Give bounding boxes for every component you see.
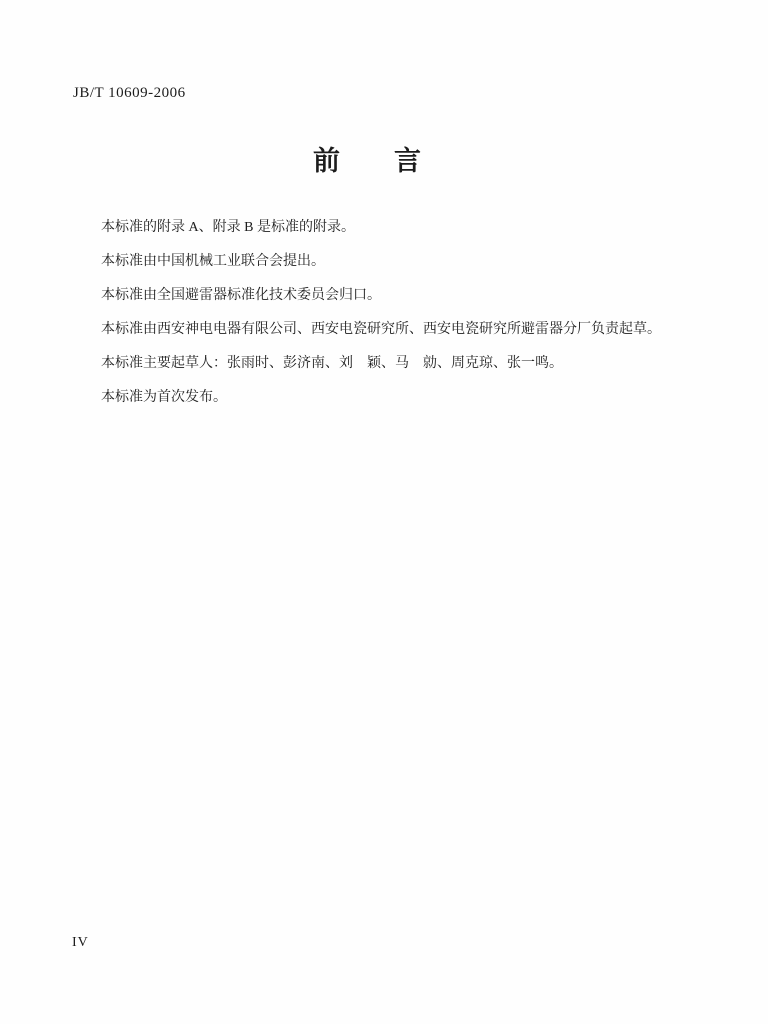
page-number: IV <box>72 935 89 950</box>
foreword-body <box>73 211 713 415</box>
foreword-paragraph: 本标准的附录 A、附录 B 是标准的附录。 <box>101 220 355 235</box>
foreword-paragraph: 本标准为首次发布。 <box>101 390 227 405</box>
foreword-title: 前 言 <box>313 146 421 176</box>
foreword-paragraph: 本标准主要起草人：张雨时、彭济南、刘 颖、马 勍、周克琼、张一鸣。 <box>101 356 563 371</box>
foreword-paragraph: 本标准由全国避雷器标准化技术委员会归口。 <box>101 288 381 303</box>
foreword-paragraph: 本标准由西安神电电器有限公司、西安电瓷研究所、西安电瓷研究所避雷器分厂负责起草。 <box>101 322 661 337</box>
standard-number: JB/T 10609-2006 <box>73 85 186 101</box>
foreword-paragraph: 本标准由中国机械工业联合会提出。 <box>101 254 325 269</box>
foreword-title-container <box>0 145 734 177</box>
